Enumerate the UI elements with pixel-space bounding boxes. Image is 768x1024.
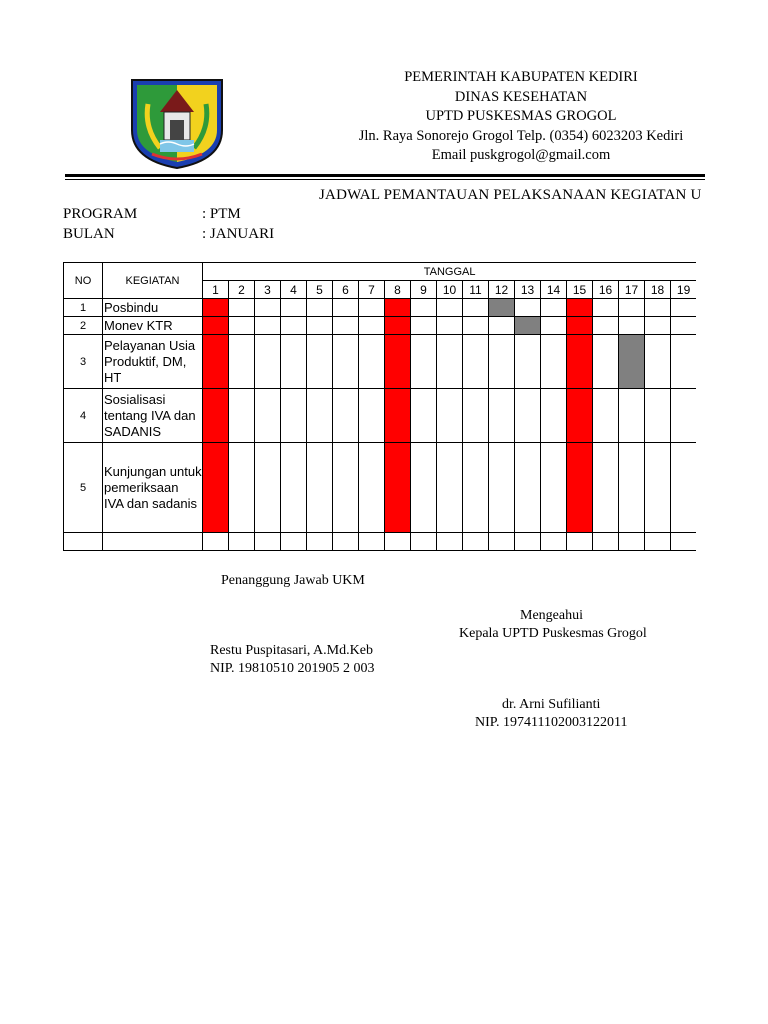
schedule-cell xyxy=(307,389,333,443)
table-row xyxy=(64,317,697,335)
day-header-5: 5 xyxy=(307,281,333,299)
day-header-16: 16 xyxy=(593,281,619,299)
schedule-cell xyxy=(671,533,697,551)
schedule-cell xyxy=(307,317,333,335)
schedule-cell xyxy=(671,443,697,533)
day-header-14: 14 xyxy=(541,281,567,299)
row-kegiatan: Sosialisasi tentang IVA dan SADANIS xyxy=(103,389,203,443)
schedule-cell xyxy=(359,533,385,551)
schedule-cell xyxy=(489,335,515,389)
left-signatory-title: Penanggung Jawab UKM xyxy=(221,573,365,588)
schedule-cell xyxy=(359,299,385,317)
schedule-cell-done xyxy=(619,335,645,389)
schedule-cell xyxy=(307,299,333,317)
schedule-cell xyxy=(437,299,463,317)
schedule-cell xyxy=(515,533,541,551)
table-row xyxy=(64,443,697,533)
schedule-cell xyxy=(229,299,255,317)
schedule-cell xyxy=(619,443,645,533)
schedule-cell xyxy=(593,443,619,533)
row-number: 1 xyxy=(64,299,103,317)
day-header-13: 13 xyxy=(515,281,541,299)
schedule-cell xyxy=(229,533,255,551)
schedule-cell xyxy=(385,533,411,551)
schedule-cell-planned xyxy=(203,317,229,335)
schedule-cell xyxy=(489,533,515,551)
schedule-cell-planned xyxy=(567,443,593,533)
schedule-cell xyxy=(255,335,281,389)
day-header-12: 12 xyxy=(489,281,515,299)
letterhead-unit: UPTD PUSKESMAS GROGOL xyxy=(425,108,617,125)
schedule-cell xyxy=(619,533,645,551)
schedule-cell xyxy=(411,335,437,389)
day-header-6: 6 xyxy=(333,281,359,299)
schedule-cell xyxy=(411,389,437,443)
schedule-cell xyxy=(229,389,255,443)
schedule-cell xyxy=(411,299,437,317)
day-header-15: 15 xyxy=(567,281,593,299)
schedule-cell-planned xyxy=(567,317,593,335)
schedule-cell xyxy=(229,317,255,335)
schedule-cell xyxy=(671,389,697,443)
table-row xyxy=(64,389,697,443)
schedule-cell xyxy=(333,533,359,551)
schedule-cell xyxy=(593,317,619,335)
schedule-cell xyxy=(645,533,671,551)
schedule-cell xyxy=(463,299,489,317)
schedule-cell-done xyxy=(515,317,541,335)
schedule-cell xyxy=(671,299,697,317)
schedule-cell xyxy=(255,443,281,533)
schedule-cell xyxy=(541,335,567,389)
day-header-4: 4 xyxy=(281,281,307,299)
letterhead xyxy=(340,68,702,166)
schedule-cell xyxy=(489,443,515,533)
schedule-cell xyxy=(645,389,671,443)
schedule-cell xyxy=(255,299,281,317)
column-header-tanggal: TANGGAL xyxy=(203,263,697,281)
schedule-cell xyxy=(645,299,671,317)
schedule-cell xyxy=(281,443,307,533)
schedule-cell xyxy=(333,443,359,533)
table-header-row xyxy=(64,263,697,281)
schedule-cell xyxy=(593,335,619,389)
row-kegiatan: Posbindu xyxy=(103,299,203,317)
schedule-cell-done xyxy=(489,299,515,317)
schedule-cell xyxy=(541,533,567,551)
row-kegiatan: Monev KTR xyxy=(103,317,203,335)
schedule-cell xyxy=(307,335,333,389)
schedule-cell xyxy=(515,335,541,389)
right-signatory-nip: NIP. 197411102003122011 xyxy=(475,715,628,730)
letterhead-government: PEMERINTAH KABUPATEN KEDIRI xyxy=(404,69,638,85)
schedule-cell xyxy=(489,317,515,335)
schedule-cell xyxy=(281,389,307,443)
right-signatory-title: Kepala UPTD Puskesmas Grogol xyxy=(459,626,647,641)
schedule-cell xyxy=(593,299,619,317)
schedule-cell xyxy=(619,389,645,443)
schedule-cell xyxy=(463,533,489,551)
table-row xyxy=(64,299,697,317)
schedule-cell xyxy=(671,335,697,389)
schedule-cell-planned xyxy=(385,299,411,317)
schedule-cell xyxy=(645,443,671,533)
schedule-cell xyxy=(463,317,489,335)
day-header-10: 10 xyxy=(437,281,463,299)
left-signatory-nip: NIP. 19810510 201905 2 003 xyxy=(210,661,375,676)
schedule-cell xyxy=(411,443,437,533)
schedule-cell xyxy=(255,533,281,551)
schedule-cell xyxy=(333,299,359,317)
schedule-cell xyxy=(541,389,567,443)
schedule-cell-planned xyxy=(385,389,411,443)
letterhead-divider-thick xyxy=(65,174,705,177)
schedule-cell xyxy=(333,389,359,443)
program-value: : PTM xyxy=(202,206,241,222)
schedule-cell-planned xyxy=(203,443,229,533)
schedule-cell xyxy=(463,389,489,443)
row-kegiatan: Pelayanan Usia Produktif, DM, HT xyxy=(103,335,203,389)
bulan-value: : JANUARI xyxy=(202,226,275,242)
schedule-cell xyxy=(411,317,437,335)
schedule-cell xyxy=(281,317,307,335)
schedule-cell xyxy=(359,443,385,533)
column-header-no: NO xyxy=(64,263,103,299)
schedule-cell xyxy=(437,443,463,533)
schedule-table xyxy=(63,262,696,551)
schedule-cell xyxy=(463,443,489,533)
schedule-cell xyxy=(359,317,385,335)
schedule-cell xyxy=(281,533,307,551)
schedule-cell xyxy=(307,443,333,533)
schedule-cell xyxy=(619,317,645,335)
row-number: 2 xyxy=(64,317,103,335)
schedule-cell xyxy=(307,533,333,551)
letterhead-department: DINAS KESEHATAN xyxy=(454,88,588,105)
day-header-9: 9 xyxy=(411,281,437,299)
schedule-cell-planned xyxy=(385,443,411,533)
schedule-cell xyxy=(619,299,645,317)
document-title: JADWAL PEMANTAUAN PELAKSANAAN KEGIATAN U xyxy=(319,187,702,203)
day-header-18: 18 xyxy=(645,281,671,299)
column-header-kegiatan: KEGIATAN xyxy=(103,263,203,299)
kediri-regency-emblem-logo xyxy=(130,78,224,170)
day-header-8: 8 xyxy=(385,281,411,299)
schedule-cell-planned xyxy=(567,389,593,443)
row-number xyxy=(64,533,103,551)
letterhead-address: Jln. Raya Sonorejo Grogol Telp. (0354) 6023203 Kediri xyxy=(358,127,684,144)
schedule-cell xyxy=(359,335,385,389)
schedule-cell-planned xyxy=(385,335,411,389)
letterhead-email: Email puskgrogol@gmail.com xyxy=(431,147,611,164)
day-header-19: 19 xyxy=(671,281,697,299)
table-row xyxy=(64,533,697,551)
schedule-cell xyxy=(229,335,255,389)
right-signatory-name: dr. Arni Sufilianti xyxy=(502,697,601,712)
schedule-cell xyxy=(515,389,541,443)
schedule-cell xyxy=(437,533,463,551)
schedule-cell xyxy=(541,443,567,533)
day-header-2: 2 xyxy=(229,281,255,299)
schedule-cell xyxy=(645,317,671,335)
schedule-cell xyxy=(541,299,567,317)
schedule-cell-planned xyxy=(203,335,229,389)
day-header-3: 3 xyxy=(255,281,281,299)
schedule-cell xyxy=(515,299,541,317)
schedule-cell xyxy=(281,335,307,389)
schedule-cell xyxy=(567,533,593,551)
schedule-cell-planned xyxy=(203,389,229,443)
letterhead-divider-thin xyxy=(65,179,705,180)
schedule-cell xyxy=(463,335,489,389)
row-kegiatan xyxy=(103,533,203,551)
schedule-cell xyxy=(593,389,619,443)
row-number: 4 xyxy=(64,389,103,443)
schedule-cell xyxy=(489,389,515,443)
schedule-cell xyxy=(255,389,281,443)
schedule-cell xyxy=(333,317,359,335)
day-header-17: 17 xyxy=(619,281,645,299)
schedule-cell xyxy=(411,533,437,551)
schedule-cell xyxy=(281,299,307,317)
schedule-cell-planned xyxy=(567,335,593,389)
day-header-7: 7 xyxy=(359,281,385,299)
schedule-cell xyxy=(437,317,463,335)
right-signatory-acknowledge: Mengeahui xyxy=(520,608,583,623)
schedule-cell xyxy=(333,335,359,389)
schedule-cell xyxy=(255,317,281,335)
row-number: 3 xyxy=(64,335,103,389)
day-header-1: 1 xyxy=(203,281,229,299)
schedule-cell xyxy=(437,335,463,389)
schedule-table-wrapper xyxy=(63,262,696,554)
schedule-cell xyxy=(593,533,619,551)
schedule-cell xyxy=(359,389,385,443)
day-header-11: 11 xyxy=(463,281,489,299)
schedule-cell xyxy=(437,389,463,443)
program-label: PROGRAM xyxy=(63,206,138,222)
bulan-label: BULAN xyxy=(63,226,115,242)
schedule-cell-planned xyxy=(203,299,229,317)
schedule-cell xyxy=(645,335,671,389)
schedule-cell xyxy=(229,443,255,533)
schedule-cell-planned xyxy=(385,317,411,335)
row-kegiatan: Kunjungan untuk pemeriksaan IVA dan sadanis xyxy=(103,443,203,533)
schedule-cell xyxy=(671,317,697,335)
schedule-cell xyxy=(515,443,541,533)
schedule-cell xyxy=(541,317,567,335)
schedule-cell xyxy=(203,533,229,551)
table-row xyxy=(64,335,697,389)
left-signatory-name: Restu Puspitasari, A.Md.Keb xyxy=(210,643,373,658)
schedule-cell-planned xyxy=(567,299,593,317)
row-number: 5 xyxy=(64,443,103,533)
